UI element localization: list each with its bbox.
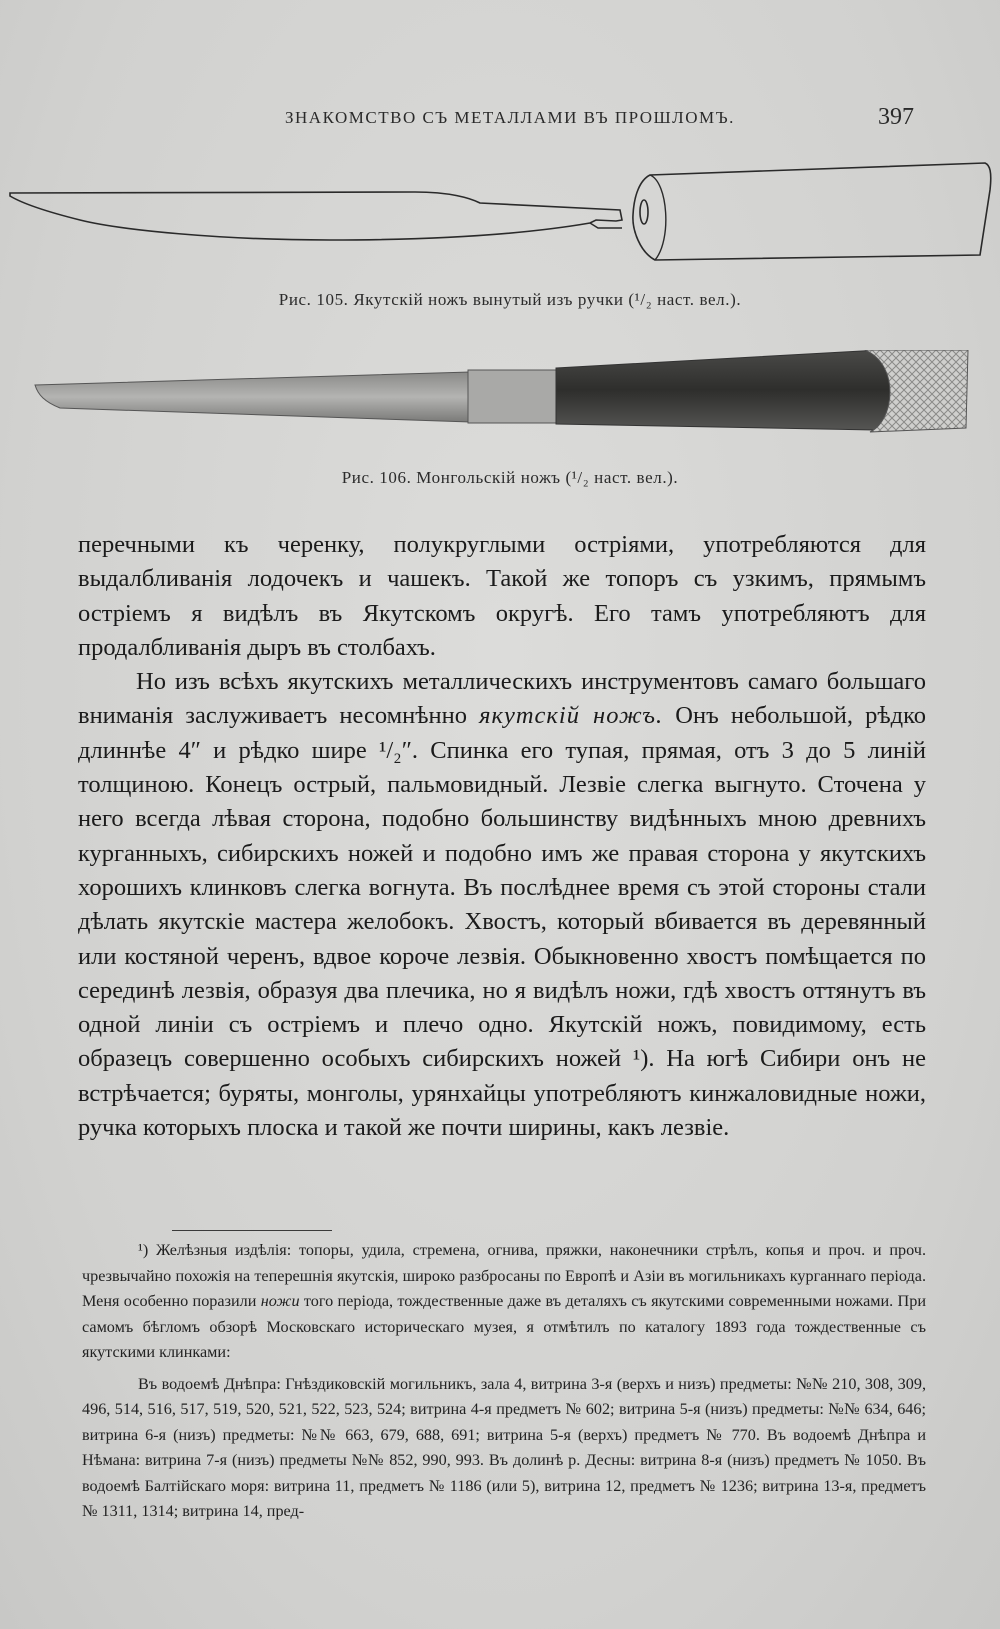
- paragraph-2: [78, 665, 926, 1145]
- running-title: ЗНАКОМСТВО СЪ МЕТАЛЛАМИ ВЪ ПРОШЛОМЪ.: [285, 108, 735, 127]
- mongol-knife-illustration: [0, 350, 1000, 460]
- handle-shape: [556, 350, 902, 430]
- figure-106-caption: Рис. 106. Монгольскій ножъ (¹/₂ наст. вел.).: [341, 468, 679, 487]
- figure-106: [0, 350, 1000, 500]
- bolster: [468, 370, 558, 423]
- yakut-knife-term: якутскій ножъ.: [479, 702, 664, 730]
- footnote-1-list: Въ водоемѣ Днѣпра: Гнѣздиковскій могильникъ, зала 4, витрина 3-я (верхъ и низъ) предметы: №№ 210, 308, 309, 496, 514, 516, 517, 519, 520, 521, 522, 523, 524; витрина 4-я предметъ № 602; витрина 5-я (низъ) предметы: №№ 634, 646; витрина 6-я (низъ) предметы: №№ 663, 679, 688, 691; витрина 5-я (верхъ) предметъ № 770. Въ водоемѣ Днѣпра и Нѣмана: витрина 7-я (низъ) предметы №№ 852, 990, 993. Въ долинѣ р. Десны: витрина 8-я (низъ) предметъ № 1050. Въ водоемѣ Балтійскаго моря: витрина 11, предметъ № 1186 (или 5), витрина 12, предметъ № 1236; витрина 13-я, предметъ № 1311, 1314; витрина 14, пред-: [82, 1374, 926, 1520]
- figure-105: [0, 160, 1000, 320]
- blade-outline: [10, 192, 622, 240]
- footnote-divider: [172, 1230, 332, 1231]
- page-number: 397: [878, 104, 914, 130]
- footnote-1-emph: ножи: [260, 1292, 300, 1310]
- running-head: [0, 104, 1000, 134]
- paragraph-2-start: Но изъ всѣхъ якутскихъ металлическихъ инструментовъ самаго большаго вниманія заслуживаетъ несомнѣнно: [78, 668, 926, 730]
- paragraph-2-rest: Онъ небольшой, рѣдко длиннѣе 4″ и рѣдко шире ¹/₂″. Спинка его тупая, прямая, отъ 3 до 5 линій толщиною. Конецъ острый, пальмовидный. Лезвіе слегка выгнуто. Сточена у него всегда лѣвая сторона, подобно большинству видѣнныхъ мною древнихъ курганныхъ, сибирскихъ ножей и подобно имъ же правая сторона у якутскихъ хорошихъ клинковъ слегка вогнута. Въ послѣднее время съ этой стороны стали дѣлать якутскіе мастера желобокъ. Хвостъ, который вбивается въ деревянный или костяной черенъ, вдвое короче лезвія. Обыкновенно хвостъ помѣщается по серединѣ лезвія, образуя два плечика, но я видѣлъ ножи, гдѣ хвостъ оттянутъ въ одной линіи съ остріемъ и плечо одно. Якутскій ножъ, повидимому, есть образецъ совершенно особыхъ сибирскихъ ножей ¹). На югѣ Сибири онъ не встрѣчается; буряты, монголы, урянхайцы употребляютъ кинжаловидные ножи, ручка которыхъ плоска и такой же почти ширины, какъ лезвіе.: [78, 702, 926, 1142]
- main-text: [78, 528, 926, 1145]
- figure-105-caption: Рис. 105. Якутскій ножъ вынутый изъ ручки (¹/₂ наст. вел.).: [278, 290, 742, 309]
- footnotes: [82, 1238, 926, 1525]
- paragraph-1: перечными къ черенку, полукруглыми остріями, употребляются для выдалбливанія лодочекъ и чашекъ. Такой же топоръ съ узкимъ, прямымъ остріемъ я видѣлъ въ Якутскомъ округѣ. Его тамъ употребляютъ для продалбливанія дыръ въ столбахъ.: [78, 531, 926, 661]
- footnote-1-rest: того періода, тождественные даже въ деталяхъ съ якутскими современными ножами. При самомъ бѣгломъ обзорѣ Московскаго историческаго музея, я отмѣтилъ по каталогу 1893 года тождественные съ якутскими клинками:: [82, 1292, 926, 1361]
- handle-outline: [633, 163, 991, 260]
- footnote-1-start: ¹) Желѣзныя издѣлія: топоры, удила, стремена, огнива, пряжки, наконечники стрѣлъ, копья и проч. и проч. чрезвычайно похожія на теперешнія якутскія, широко разбросаны по Европѣ и Азіи въ могильникахъ курганнаго періода. Меня особенно поразили: [82, 1241, 926, 1310]
- yakut-knife-illustration: [0, 160, 1000, 290]
- footnote-1: [82, 1238, 926, 1366]
- blade-shape: [35, 372, 470, 422]
